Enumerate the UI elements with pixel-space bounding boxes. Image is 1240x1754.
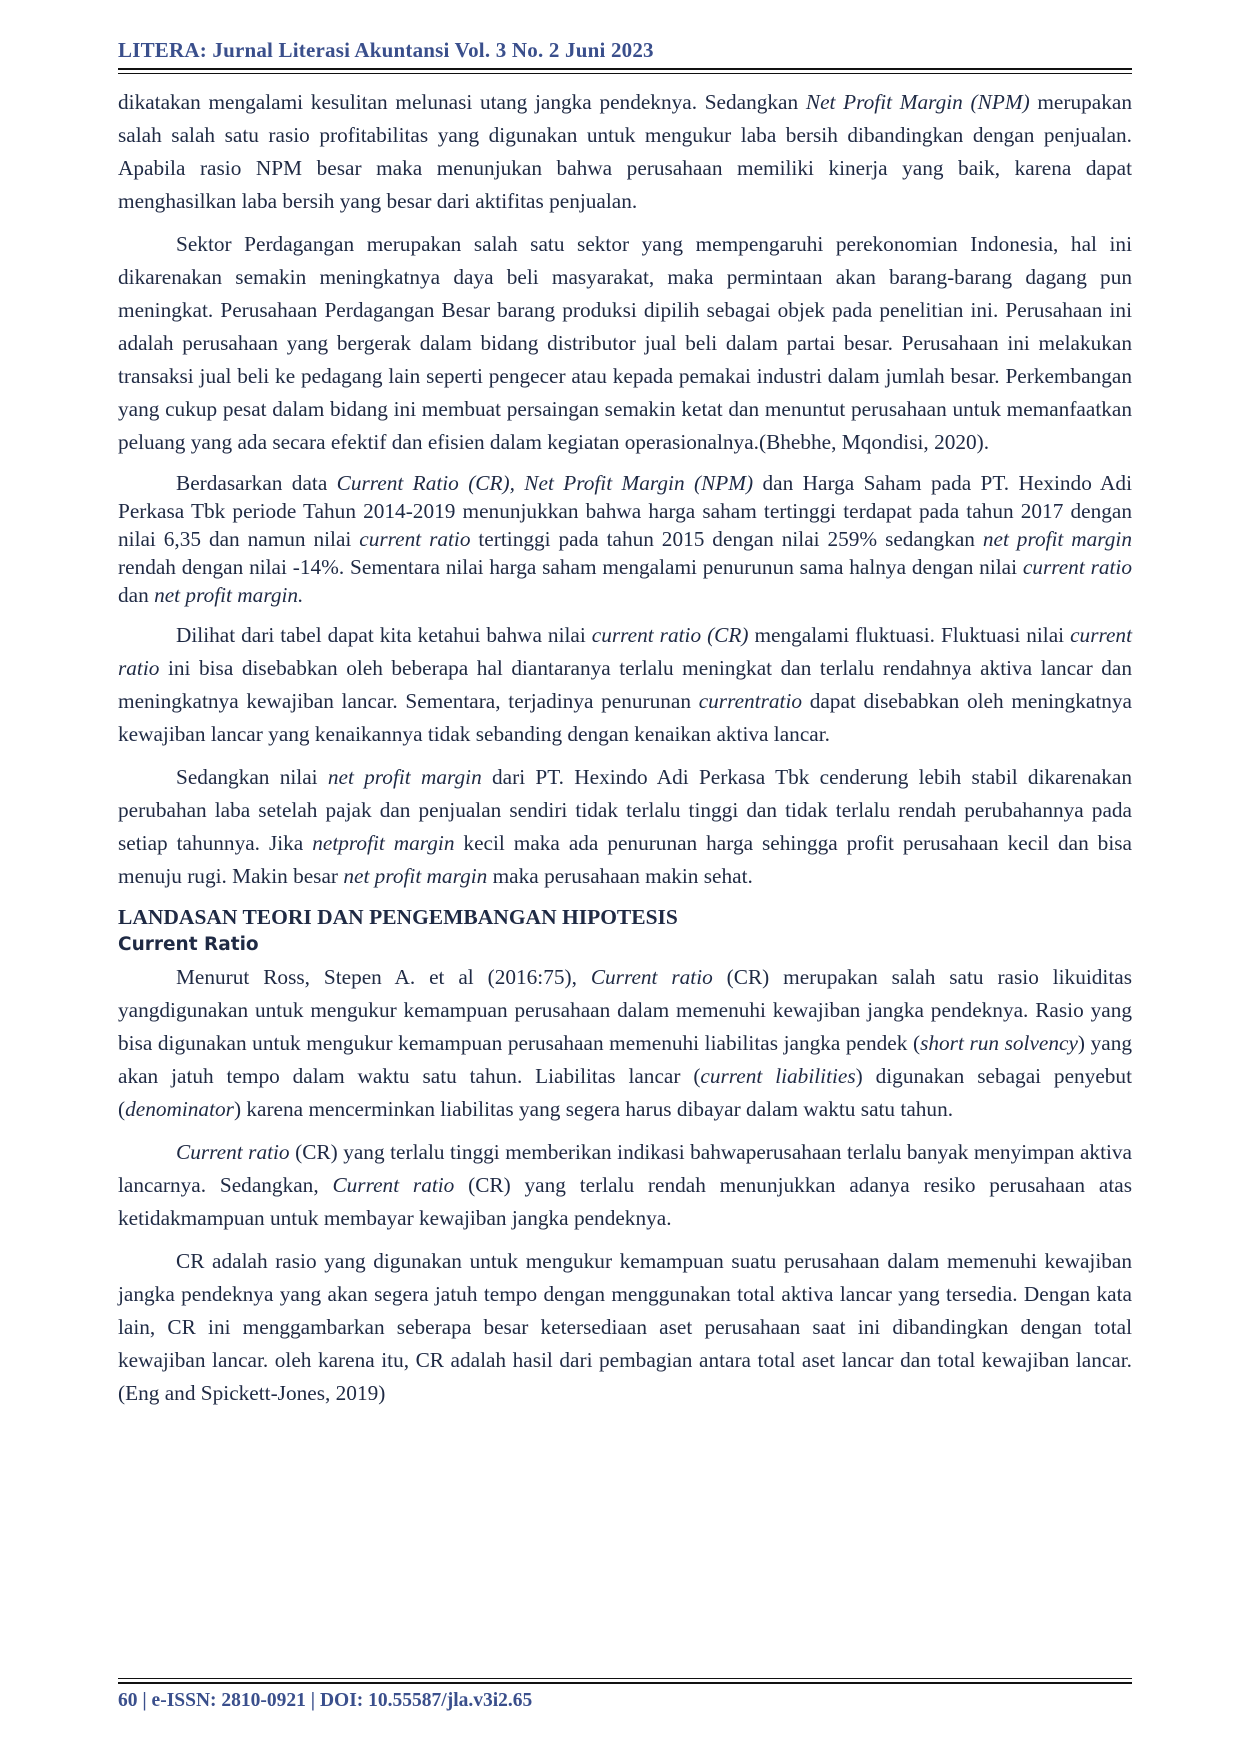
paragraph xyxy=(118,86,1132,218)
paragraph xyxy=(118,1136,1132,1235)
italic-term: current ratio xyxy=(359,527,471,551)
italic-term: net profit margin xyxy=(343,864,488,888)
paragraph xyxy=(118,469,1132,609)
text-run: dapat disebabkan oleh meningkatnya kewajiban lancar yang kenaikannya tidak sebanding dengan kenaikan aktiva lancar. xyxy=(118,689,1132,746)
text-run: mengalami fluktuasi. Fluktuasi nilai xyxy=(748,623,1071,647)
sub-heading: Current Ratio xyxy=(118,934,259,955)
text-run: rendah dengan nilai -14%. Sementara nilai harga saham mengalami penurunun sama halnya dengan nilai xyxy=(118,555,1023,579)
italic-term: Current ratio xyxy=(176,1140,290,1164)
running-header: LITERA: Jurnal Literasi Akuntansi Vol. 3 No. 2 Juni 2023 xyxy=(118,38,654,62)
italic-term: currentratio xyxy=(698,689,803,713)
italic-term: short run solvency xyxy=(920,1031,1078,1055)
running-footer: 60 | e-ISSN: 2810-0921 | DOI: 10.55587/jla.v3i2.65 xyxy=(118,1690,533,1711)
italic-term: Current ratio xyxy=(590,965,713,989)
paragraph xyxy=(118,228,1132,459)
text-run: kecil maka ada penurunan harga sehingga profit perusahaan kecil dan bisa menuju rugi. Makin besar xyxy=(118,831,1132,888)
text-run: ) yang akan jatuh tempo dalam waktu satu tahun. Liabilitas lancar ( xyxy=(118,1031,1132,1088)
text-run: (CR) merupakan salah satu rasio likuiditas yangdigunakan untuk mengukur kemampuan perusahaan dalam memenuhi kewajiban jangka pendeknya. Rasio yang bisa digunakan untuk mengukur kemampuan perusahaan memenuhi liabilitas jangka pendek ( xyxy=(118,965,1132,1055)
text-run: dari PT. Hexindo Adi Perkasa Tbk cenderung lebih stabil dikarenakan perubahan laba setelah pajak dan penjualan sendiri tidak terlalu tinggi dan tidak terlalu rendah perubahannya pada setiap tahunnya. Jika xyxy=(118,765,1132,855)
italic-term: net profit margin xyxy=(982,527,1132,551)
section-paragraphs xyxy=(118,961,1132,1410)
text-run: Berdasarkan data xyxy=(176,471,337,495)
text-run: ) karena mencerminkan liabilitas yang segera harus dibayar dalam waktu satu tahun. xyxy=(233,1097,954,1121)
paragraph xyxy=(118,961,1132,1126)
italic-term: Net Profit Margin (NPM) xyxy=(805,90,1030,114)
footer-rule xyxy=(118,1678,1132,1684)
text-run: maka perusahaan makin sehat. xyxy=(487,864,753,888)
italic-term: current ratio xyxy=(118,623,1132,680)
italic-term: net profit margin. xyxy=(154,583,304,607)
text-run: merupakan salah salah satu rasio profitabilitas yang digunakan untuk mengukur laba bersih dibandingkan dengan penjualan. Apabila rasio NPM besar maka menunjukan bahwa perusahaan memiliki kinerja yang baik, karena dapat menghasilkan laba bersih yang besar dari aktifitas penjualan. xyxy=(118,90,1132,213)
body-text xyxy=(118,86,1132,1420)
text-run: dan xyxy=(118,583,155,607)
italic-term: current ratio (CR) xyxy=(591,623,749,647)
italic-term: current liabilities xyxy=(700,1064,856,1088)
text-run: (CR) yang terlalu rendah menunjukkan adanya resiko perusahaan atas ketidakmampuan untuk membayar kewajiban jangka pendeknya. xyxy=(118,1173,1132,1230)
text-run: (CR) yang terlalu tinggi memberikan indikasi bahwaperusahaan terlalu banyak menyimpan aktiva lancarnya. Sedangkan, xyxy=(118,1140,1133,1197)
paragraph xyxy=(118,619,1132,751)
italic-term: current ratio xyxy=(1022,555,1132,579)
text-run: Dilihat dari tabel dapat kita ketahui bahwa nilai xyxy=(176,623,592,647)
section-heading: LANDASAN TEORI DAN PENGEMBANGAN HIPOTESIS xyxy=(118,905,678,929)
text-run: dikatakan mengalami kesulitan melunasi utang jangka pendeknya. Sedangkan xyxy=(118,90,806,114)
text-run: Menurut Ross, Stepen A. et al (2016:75), xyxy=(176,965,591,989)
intro-paragraphs xyxy=(118,86,1132,893)
text-run: dan Harga Saham pada PT. Hexindo Adi Perkasa Tbk periode Tahun 2014-2019 menunjukkan bahwa harga saham tertinggi terdapat pada tahun 2017 dengan nilai 6,35 dan namun nilai xyxy=(118,471,1132,551)
text-run: tertinggi pada tahun 2015 dengan nilai 259% sedangkan xyxy=(470,527,983,551)
italic-term: Current Ratio (CR), Net Profit Margin (NPM) xyxy=(336,471,754,495)
italic-term: netprofit margin xyxy=(312,831,455,855)
text-run: Sektor Perdagangan merupakan salah satu sektor yang mempengaruhi perekonomian Indonesia, hal ini dikarenakan semakin meningkatnya daya beli masyarakat, maka permintaan akan barang-barang dagang pun meningkat. Perusahaan Perdagangan Besar barang produksi dipilih sebagai objek pada penelitian ini. Perusahaan ini adalah perusahaan yang bergerak dalam bidang distributor jual beli dalam partai besar. Perusahaan ini melakukan transaksi jual beli ke pedagang lain seperti pengecer atau kepada pemakai industri dalam jumlah besar. Perkembangan yang cukup pesat dalam bidang ini membuat persaingan semakin ketat dan menuntut perusahaan untuk memanfaatkan peluang yang ada secara efektif dan efisien dalam kegiatan operasionalnya.(Bhebhe, Mqondisi, 2020). xyxy=(118,232,1132,454)
text-run: Sedangkan nilai xyxy=(176,765,328,789)
text-run: ) digunakan sebagai penyebut ( xyxy=(118,1064,1132,1121)
italic-term: Current ratio xyxy=(332,1173,455,1197)
text-run: CR adalah rasio yang digunakan untuk mengukur kemampuan suatu perusahaan dalam memenuhi kewajiban jangka pendeknya yang akan segera jatuh tempo dengan menggunakan total aktiva lancar yang tersedia. Dengan kata lain, CR ini menggambarkan seberapa besar ketersediaan aset perusahaan saat ini dibandingkan dengan total kewajiban lancar. oleh karena itu, CR adalah hasil dari pembagian antara total aset lancar dan total kewajiban lancar. (Eng and Spickett-Jones, 2019) xyxy=(118,1249,1132,1405)
italic-term: net profit margin xyxy=(327,765,482,789)
paragraph xyxy=(118,1245,1132,1410)
paragraph xyxy=(118,761,1132,893)
text-run: ini bisa disebabkan oleh beberapa hal diantaranya terlalu meningkat dan terlalu rendahnya aktiva lancar dan meningkatnya kewajiban lancar. Sementara, terjadinya penurunan xyxy=(118,656,1132,713)
italic-term: denominator xyxy=(125,1097,234,1121)
header-rule xyxy=(118,68,1132,74)
